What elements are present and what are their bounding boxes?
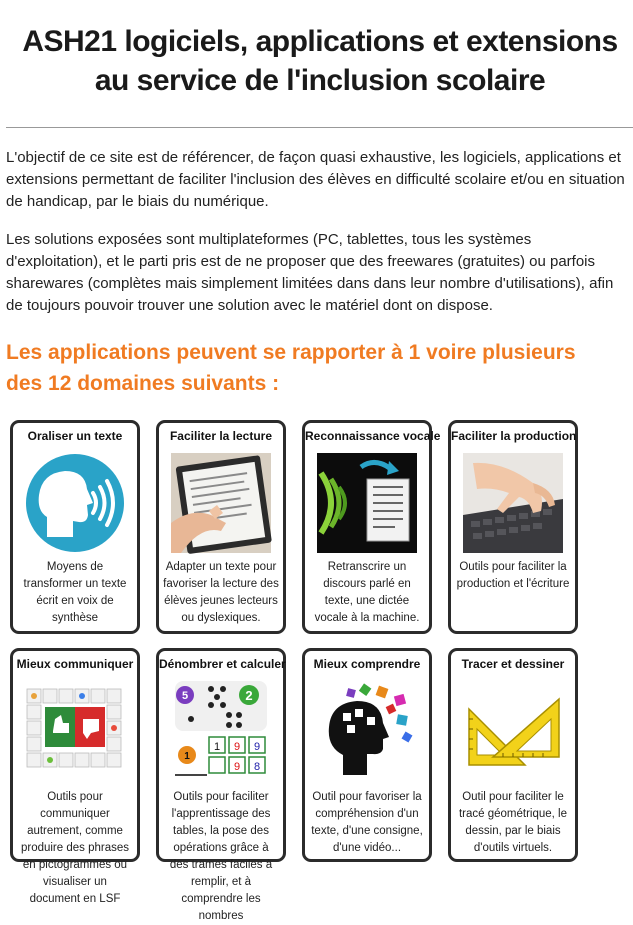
card-description: Retranscrire un discours parlé en texte, une dictée vocale à la machine. (314, 561, 420, 624)
section-heading: Les applications peuvent se rapporter à 1 voire plusieurs des 12 domaines suivants : (6, 341, 576, 395)
card-title: Faciliter la lecture (169, 429, 273, 443)
grid-number-8: 8 (253, 761, 261, 773)
typing-keyboard-image (463, 453, 563, 553)
pictogram-board-image (25, 679, 125, 779)
card-title: Faciliter la production (451, 429, 577, 443)
grid-number-9: 9 (233, 741, 241, 753)
card-title: Oraliser un texte (27, 429, 123, 443)
card-reconnaissance[interactable] (302, 420, 441, 634)
card-lecture[interactable] (156, 420, 286, 634)
card-tracer[interactable] (448, 648, 578, 862)
card-description: Moyens de transformer un texte écrit en voix de synthèse (23, 561, 127, 624)
card-description: Outil pour faciliter le tracé géométrique, le dessin, par le biais d'outils virtuels. (458, 791, 568, 854)
card-communiquer[interactable] (10, 648, 140, 905)
grid-number-1: 1 (213, 741, 221, 753)
card-title: Dénombrer et calculer (159, 657, 286, 671)
card-description: Adapter un texte pour favoriser la lecture des élèves jeunes lecteurs ou dyslexiques. (163, 561, 279, 624)
card-comprendre[interactable] (302, 648, 432, 862)
card-title: Reconnaissance vocale (305, 429, 441, 443)
dice-number-5: 5 (181, 690, 189, 702)
card-denombrer[interactable] (156, 648, 286, 922)
voice-to-document-icon (317, 453, 417, 553)
page-title: ASH21 logiciels, applications et extensions au service de l'inclusion scolaire (22, 25, 618, 97)
title-divider (6, 127, 633, 128)
card-title: Mieux comprendre (313, 657, 421, 671)
puzzle-head-icon (317, 679, 417, 779)
set-square-icon (463, 679, 563, 779)
card-description: Outils pour faciliter la production et l'écriture (456, 561, 570, 590)
token-number-1: 1 (184, 751, 190, 762)
intro-paragraph-2: Les solutions exposées sont multiplateformes (PC, tablettes, tous les systèmes d'exploitation), et le parti pris est de ne proposer que des freewares (gratuites) ou parfois sharewares (complètes mais simplement limitées dans dans leur nombre d'utilisations), afin de toujours pouvoir trouver une solution avec le matériel dont on dispose. (6, 231, 614, 314)
reading-tablet-image (171, 453, 271, 553)
card-description: Outil pour favoriser la compréhension d'un texte, d'une consigne, d'une vidéo... (311, 791, 423, 854)
grid-number-9c: 9 (233, 761, 241, 773)
intro-paragraph-1: L'objectif de ce site est de référencer, de façon quasi exhaustive, les logiciels, applications et extensions permettant de faciliter l'inclusion des élèves en difficulté scolaire et/ou en situation de handicap, par le biais du numérique. (6, 149, 625, 210)
speaking-head-icon (25, 453, 125, 553)
card-title: Tracer et dessiner (461, 657, 565, 671)
card-production[interactable] (448, 420, 578, 634)
card-oraliser[interactable] (10, 420, 140, 634)
dice-numbers-image (171, 679, 271, 779)
card-description: Outils pour communiquer autrement, comme produire des phrases en pictogrammes ou visualiser un document en LSF (20, 791, 130, 905)
card-title: Mieux communiquer (16, 657, 134, 671)
card-description: Outils pour faciliter l'apprentissage des tables, la pose des opérations grâce à des trames faciles à remplir, et à comprendre les nombres (169, 791, 273, 922)
grid-number-9b: 9 (253, 741, 261, 753)
dice-number-2: 2 (245, 688, 253, 703)
